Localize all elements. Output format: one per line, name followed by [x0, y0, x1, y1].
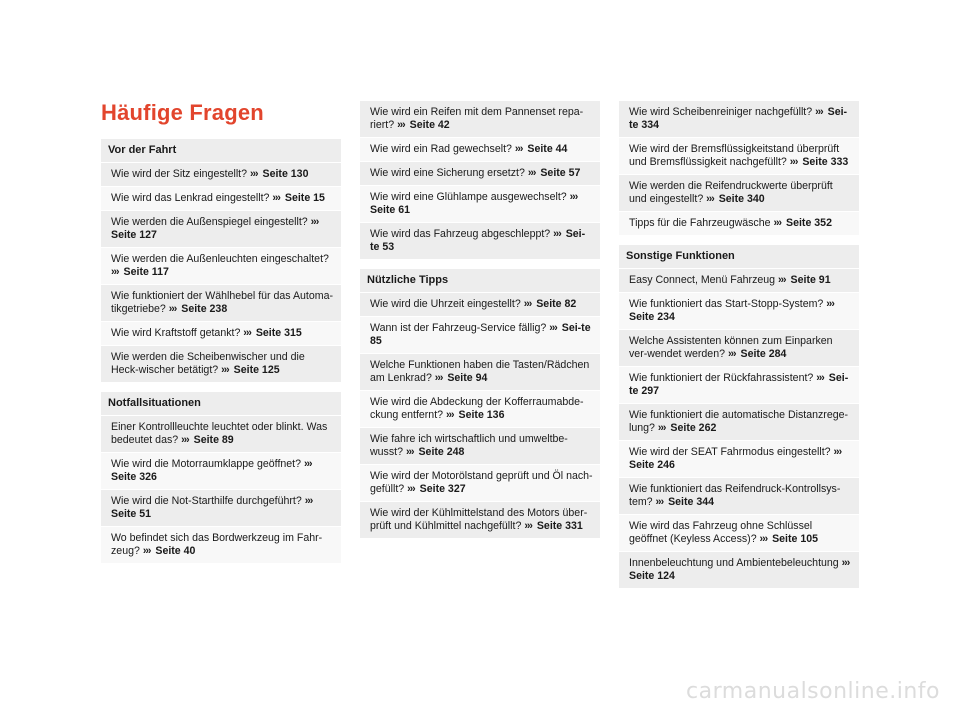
faq-item	[619, 101, 859, 137]
faq-question: Wie wird der Sitz eingestellt?	[111, 168, 248, 180]
page-reference-arrow-icon: ›››	[249, 168, 258, 180]
page-title: Häufige Fragen	[101, 100, 264, 125]
watermark: carmanualsonline.info	[686, 679, 940, 704]
faq-question: Wie wird eine Sicherung ersetzt?	[370, 167, 525, 179]
faq-question: Easy Connect, Menü Fahrzeug	[629, 274, 776, 286]
faq-question: Wie funktioniert der Wählhebel für das Automa-tikgetriebe?	[111, 290, 333, 315]
page-reference-link[interactable]: Seite 117	[123, 266, 169, 278]
page-reference-arrow-icon: ›››	[778, 274, 786, 286]
faq-question: Wie wird die Not-Starthilfe durchgeführt?	[111, 495, 302, 507]
page-reference-link[interactable]: Seite 94	[447, 372, 488, 384]
faq-question: Wie fahre ich wirtschaftlich und umweltbe-wusst?	[370, 433, 568, 458]
faq-question: Wie wird Kraftstoff getankt?	[111, 327, 241, 339]
faq-item	[101, 163, 341, 186]
faq-item	[360, 138, 600, 161]
page-reference-arrow-icon: ›››	[833, 446, 842, 458]
faq-item	[619, 515, 859, 551]
faq-section	[360, 101, 600, 259]
faq-section	[619, 101, 859, 235]
page-reference-arrow-icon: ›››	[841, 557, 850, 569]
faq-item	[619, 404, 859, 440]
faq-question: Wie werden die Außenspiegel eingestellt?	[111, 216, 308, 228]
page-reference-link[interactable]: Seite 124	[629, 570, 675, 582]
faq-item	[101, 453, 341, 489]
faq-item	[101, 322, 341, 345]
page-reference-link[interactable]: Seite 105	[772, 533, 819, 545]
page-reference-arrow-icon: ›››	[524, 520, 532, 532]
faq-item	[619, 330, 859, 366]
page-reference-link[interactable]: Seite 248	[418, 446, 465, 458]
faq-section	[101, 139, 341, 382]
faq-item	[360, 223, 600, 259]
faq-question: Wie werden die Scheibenwischer und die Heck-wischer betätigt?	[111, 351, 305, 376]
page-reference-arrow-icon: ›››	[655, 496, 664, 508]
page-reference-arrow-icon: ›››	[727, 348, 736, 360]
page-reference-arrow-icon: ›››	[142, 545, 151, 557]
page-reference-link[interactable]: Seite 44	[527, 143, 568, 155]
page-reference-link[interactable]: Seite 57	[540, 167, 581, 179]
faq-item	[360, 391, 600, 427]
page-reference-link[interactable]: Seite 130	[262, 168, 309, 180]
faq-item	[619, 552, 859, 588]
page-reference-link[interactable]: Seite 238	[181, 303, 228, 315]
faq-item	[360, 502, 600, 538]
page-reference-link[interactable]: Seite 262	[670, 422, 717, 434]
faq-item	[360, 186, 600, 222]
page-reference-link[interactable]: Seite 234	[629, 311, 675, 323]
faq-question: Innenbeleuchtung und Ambientebeleuchtung	[629, 557, 839, 569]
faq-item	[619, 478, 859, 514]
faq-item	[360, 428, 600, 464]
faq-question: Wann ist der Fahrzeug-Service fällig?	[370, 322, 547, 334]
faq-item	[619, 269, 859, 292]
faq-item	[360, 465, 600, 501]
faq-item	[101, 248, 341, 284]
page-reference-link[interactable]: Seite 89	[193, 434, 234, 446]
page-reference-arrow-icon: ›››	[405, 446, 414, 458]
page-reference-arrow-icon: ›››	[569, 191, 578, 203]
faq-section	[360, 269, 600, 538]
page-reference-arrow-icon: ›››	[523, 298, 532, 310]
faq-item	[101, 346, 341, 382]
faq-question: Einer Kontrollleuchte leuchtet oder blinkt. Was bedeutet das?	[111, 421, 328, 446]
page-reference-arrow-icon: ›››	[514, 143, 523, 155]
page-reference-link[interactable]: Seite 284	[740, 348, 787, 360]
faq-item	[360, 101, 600, 137]
page-reference-arrow-icon: ›››	[111, 266, 119, 278]
page-reference-link[interactable]: Seite 344	[668, 496, 715, 508]
page-reference-arrow-icon: ›››	[303, 458, 312, 470]
faq-item	[101, 527, 341, 563]
page-reference-link[interactable]: Seite 246	[629, 459, 675, 471]
page-reference-link[interactable]: Seite 331	[536, 520, 583, 532]
column-1	[101, 139, 341, 573]
faq-question: Wie wird der Kühlmittelstand des Motors über-prüft und Kühlmittel nachgefüllt?	[370, 507, 588, 532]
page-reference-arrow-icon: ›››	[445, 409, 454, 421]
faq-section	[619, 245, 859, 588]
faq-question: Wie funktioniert das Start-Stopp-System?	[629, 298, 824, 310]
page-reference-link[interactable]: Seite 352	[786, 217, 832, 229]
section-header: Nützliche Tipps	[360, 269, 600, 292]
section-header: Notfallsituationen	[101, 392, 341, 415]
section-header: Sonstige Funktionen	[619, 245, 859, 268]
faq-question: Wie funktioniert der Rückfahrassistent?	[629, 372, 814, 384]
faq-question: Wie wird die Motorraumklappe geöffnet?	[111, 458, 301, 470]
faq-question: Wie wird der Motorölstand geprüft und Öl nach-gefüllt?	[370, 470, 593, 495]
faq-item	[101, 285, 341, 321]
page-reference-link[interactable]: Seite 82	[536, 298, 577, 310]
page-reference-link[interactable]: Sei-te 297	[629, 372, 849, 397]
page-reference-link[interactable]: Seite 51	[111, 508, 152, 520]
faq-question: Wie wird das Fahrzeug ohne Schlüssel geöffnet (Keyless Access)?	[629, 520, 813, 545]
faq-item	[360, 317, 600, 353]
faq-item	[101, 211, 341, 247]
faq-item	[101, 187, 341, 210]
faq-question: Wie wird der Bremsflüssigkeitstand überprüft und Bremsflüssigkeit nachgefüllt?	[629, 143, 840, 168]
page-reference-arrow-icon: ›››	[272, 192, 280, 204]
faq-item	[101, 490, 341, 526]
faq-item	[619, 175, 859, 211]
faq-item	[101, 416, 341, 452]
section-header: Vor der Fahrt	[101, 139, 341, 162]
faq-item	[619, 441, 859, 477]
faq-question: Tipps für die Fahrzeugwäsche	[629, 217, 771, 229]
page-reference-link[interactable]: Seite 125	[233, 364, 280, 376]
page-reference-arrow-icon: ›››	[549, 322, 557, 334]
faq-item	[619, 212, 859, 235]
page-reference-arrow-icon: ›››	[221, 364, 229, 376]
faq-question: Wie wird ein Reifen mit dem Pannenset repa-riert?	[370, 106, 584, 131]
faq-item	[619, 367, 859, 403]
faq-item	[360, 162, 600, 185]
page-reference-link[interactable]: Seite 15	[284, 192, 325, 204]
page-reference-arrow-icon: ›››	[759, 533, 768, 545]
page-reference-arrow-icon: ›››	[243, 327, 251, 339]
page-reference-arrow-icon: ›››	[657, 422, 666, 434]
page-reference-link[interactable]: Seite 61	[370, 204, 411, 216]
page-reference-arrow-icon: ›››	[168, 303, 177, 315]
page-reference-link[interactable]: Seite 340	[718, 193, 765, 205]
page-reference-arrow-icon: ›››	[434, 372, 443, 384]
page-reference-link[interactable]: Seite 91	[790, 274, 831, 286]
page-reference-link[interactable]: Sei-te 85	[370, 322, 591, 347]
page-reference-link[interactable]: Seite 127	[111, 229, 157, 241]
page-reference-link[interactable]: Seite 136	[458, 409, 505, 421]
column-2	[360, 101, 600, 548]
page-reference-arrow-icon: ›››	[304, 495, 313, 507]
page-reference-link[interactable]: Seite 40	[155, 545, 196, 557]
faq-question: Wie wird Scheibenreiniger nachgefüllt?	[629, 106, 813, 118]
page-reference-link[interactable]: Sei-te 334	[629, 106, 848, 131]
page-reference-arrow-icon: ›››	[310, 216, 319, 228]
faq-section	[101, 392, 341, 563]
faq-question: Welche Assistenten können zum Einparken ver-wendet werden?	[629, 335, 833, 360]
faq-question: Wie wird die Abdeckung der Kofferraumabde-ckung entfernt?	[370, 396, 584, 421]
page-reference-arrow-icon: ›››	[789, 156, 798, 168]
page-reference-arrow-icon: ›››	[815, 106, 823, 118]
faq-question: Wie funktioniert das Reifendruck-Kontrollsys-tem?	[629, 483, 841, 508]
page-reference-arrow-icon: ›››	[527, 167, 536, 179]
faq-question: Wie wird eine Glühlampe ausgewechselt?	[370, 191, 567, 203]
faq-item	[619, 293, 859, 329]
faq-item	[360, 354, 600, 390]
faq-question: Wie werden die Reifendruckwerte überprüft und eingestellt?	[629, 180, 833, 205]
faq-question: Wie wird die Uhrzeit eingestellt?	[370, 298, 521, 310]
page-reference-link[interactable]: Sei-te 53	[370, 228, 586, 253]
faq-question: Wie wird der SEAT Fahrmodus eingestellt?	[629, 446, 831, 458]
page-reference-arrow-icon: ›››	[826, 298, 834, 310]
page-reference-link[interactable]: Seite 333	[802, 156, 849, 168]
faq-question: Wie wird ein Rad gewechselt?	[370, 143, 512, 155]
page-reference-arrow-icon: ›››	[407, 483, 415, 495]
column-3	[619, 101, 859, 598]
faq-question: Wie wird das Lenkrad eingestellt?	[111, 192, 270, 204]
faq-item	[619, 138, 859, 174]
page-reference-arrow-icon: ›››	[397, 119, 405, 131]
faq-question: Welche Funktionen haben die Tasten/Rädchen am Lenkrad?	[370, 359, 590, 384]
page-reference-arrow-icon: ›››	[706, 193, 714, 205]
faq-question: Wo befindet sich das Bordwerkzeug im Fahr-zeug?	[111, 532, 323, 557]
faq-question: Wie werden die Außenleuchten eingeschaltet?	[111, 253, 329, 265]
faq-question: Wie wird das Fahrzeug abgeschleppt?	[370, 228, 551, 240]
page-reference-link[interactable]: Seite 327	[419, 483, 466, 495]
page-reference-link[interactable]: Seite 315	[255, 327, 302, 339]
page-reference-arrow-icon: ›››	[553, 228, 561, 240]
page-reference-arrow-icon: ›››	[816, 372, 824, 384]
faq-item	[360, 293, 600, 316]
page-reference-arrow-icon: ›››	[773, 217, 782, 229]
faq-question: Wie funktioniert die automatische Distanzrege-lung?	[629, 409, 849, 434]
page-reference-link[interactable]: Seite 326	[111, 471, 157, 483]
page-reference-arrow-icon: ›››	[181, 434, 189, 446]
page-reference-link[interactable]: Seite 42	[409, 119, 450, 131]
